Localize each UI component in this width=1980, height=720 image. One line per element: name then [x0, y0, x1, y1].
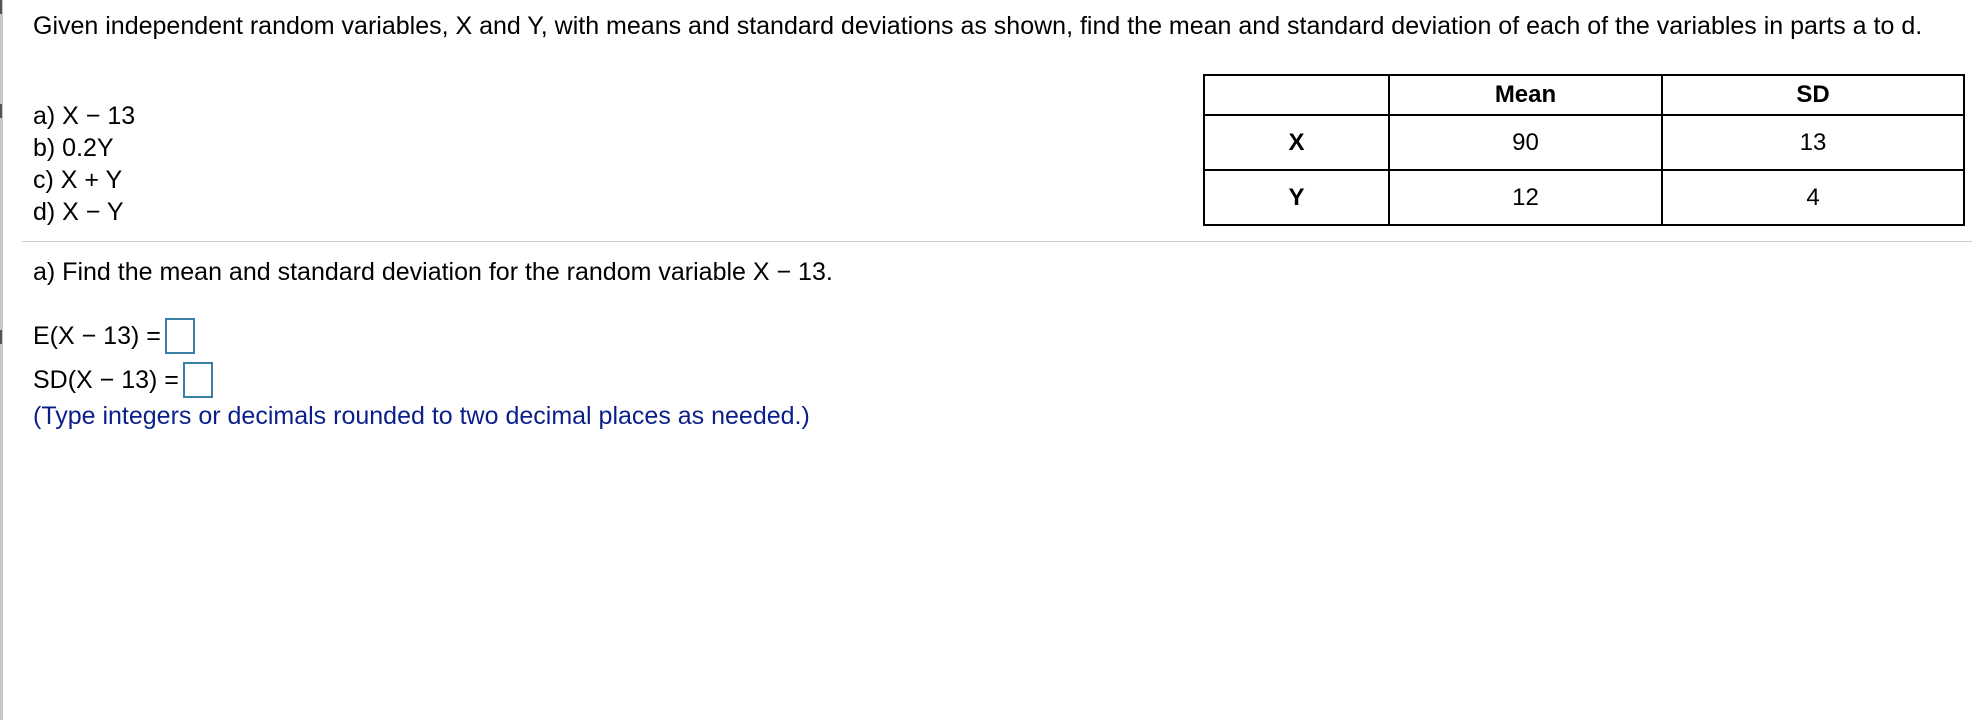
- table-row: [1204, 170, 1964, 225]
- sd-answer-input[interactable]: [183, 362, 213, 398]
- table-header-row: [1204, 75, 1964, 115]
- table-cell-sd-x: 13: [1662, 115, 1964, 170]
- table-row-label-y: Y: [1204, 170, 1389, 225]
- part-d: d) X − Y: [33, 198, 124, 226]
- subquestion-text: a) Find the mean and standard deviation for the random variable X − 13.: [33, 258, 833, 286]
- part-b: b) 0.2Y: [33, 134, 114, 162]
- sd-answer-label: SD(X − 13) =: [33, 366, 179, 394]
- table-header-mean: Mean: [1389, 75, 1662, 115]
- question-text: Given independent random variables, X and Y, with means and standard deviations as shown, find the mean and standard deviation of each of the variables in parts a to d.: [33, 12, 1923, 40]
- mean-answer-row: [33, 318, 195, 354]
- mean-answer-input[interactable]: [165, 318, 195, 354]
- mean-answer-label: E(X − 13) =: [33, 322, 161, 350]
- table-cell-sd-y: 4: [1662, 170, 1964, 225]
- table-cell-mean-y: 12: [1389, 170, 1662, 225]
- stats-table: [1203, 74, 1965, 226]
- part-a: a) X − 13: [33, 102, 136, 130]
- part-c: c) X + Y: [33, 166, 123, 194]
- left-border-marker: [0, 330, 2, 344]
- sd-answer-row: [33, 362, 213, 398]
- table-header-sd: SD: [1662, 75, 1964, 115]
- table-header-empty: [1204, 75, 1389, 115]
- left-border-marker: [0, 104, 2, 118]
- table-row: [1204, 115, 1964, 170]
- left-border-marker: [0, 0, 2, 14]
- table-cell-mean-x: 90: [1389, 115, 1662, 170]
- parts-list: [33, 100, 135, 228]
- section-divider: [22, 241, 1972, 242]
- table-row-label-x: X: [1204, 115, 1389, 170]
- answer-hint: (Type integers or decimals rounded to two decimal places as needed.): [33, 402, 810, 430]
